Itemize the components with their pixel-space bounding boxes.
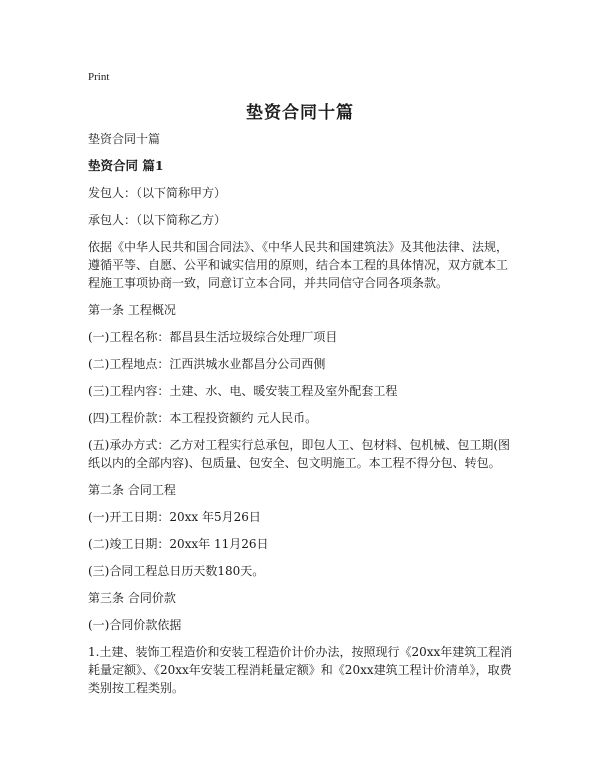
- document-body: [88, 130, 518, 706]
- paragraph: (五)承办方式：乙方对工程实行总承包，即包人工、包材料、包机械、包工期(图纸以内的全部内容)、包质量、包安全、包文明施工。本工程不得分包、转包。: [88, 438, 511, 470]
- paragraph: (一)合同价款依据: [88, 618, 182, 632]
- paragraph: (三)工程内容：土建、水、电、暖安装工程及室外配套工程: [88, 384, 398, 398]
- paragraph: 承包人：（以下简称乙方）: [88, 213, 227, 227]
- print-label: Print: [88, 71, 110, 83]
- paragraph: (一)工程名称：都昌县生活垃圾综合处理厂项目: [88, 330, 338, 344]
- paragraph: 1.土建、装饰工程造价和安装工程造价计价办法，按照现行《20xx年建筑工程消耗量定额》、《20xx年安装工程消耗量定额》和《20xx建筑工程计价清单》，取费类别按工程类别。: [88, 645, 513, 695]
- paragraph: 发包人：（以下简称甲方）: [88, 186, 227, 200]
- paragraph: (二)竣工日期：20xx年 11月26日: [88, 537, 269, 551]
- section-heading: 垫资合同 篇1: [88, 158, 164, 173]
- paragraph: (三)合同工程总日历天数180天。: [88, 564, 265, 578]
- paragraph: (四)工程价款：本工程投资额约 元人民币。: [88, 411, 318, 425]
- paragraph: 第一条 工程概况: [88, 303, 176, 317]
- paragraph: (一)开工日期：20xx 年5月26日: [88, 510, 261, 524]
- paragraph: 第二条 合同工程: [88, 483, 176, 497]
- paragraph: 依据《中华人民共和国合同法》、《中华人民共和国建筑法》及其他法律、法规，遵循平等、自愿、公平和诚实信用的原则，结合本工程的具体情况，双方就本工程施工事项协商一致，同意订立本合同，并共同信守合同各项条款。: [88, 240, 509, 290]
- paragraph: (二)工程地点：江西洪城水业都昌分公司西侧: [88, 357, 326, 371]
- paragraph: 第三条 合同价款: [88, 591, 176, 605]
- document-title: 垫资合同十篇: [246, 103, 354, 123]
- paragraph: 垫资合同十篇: [88, 132, 161, 146]
